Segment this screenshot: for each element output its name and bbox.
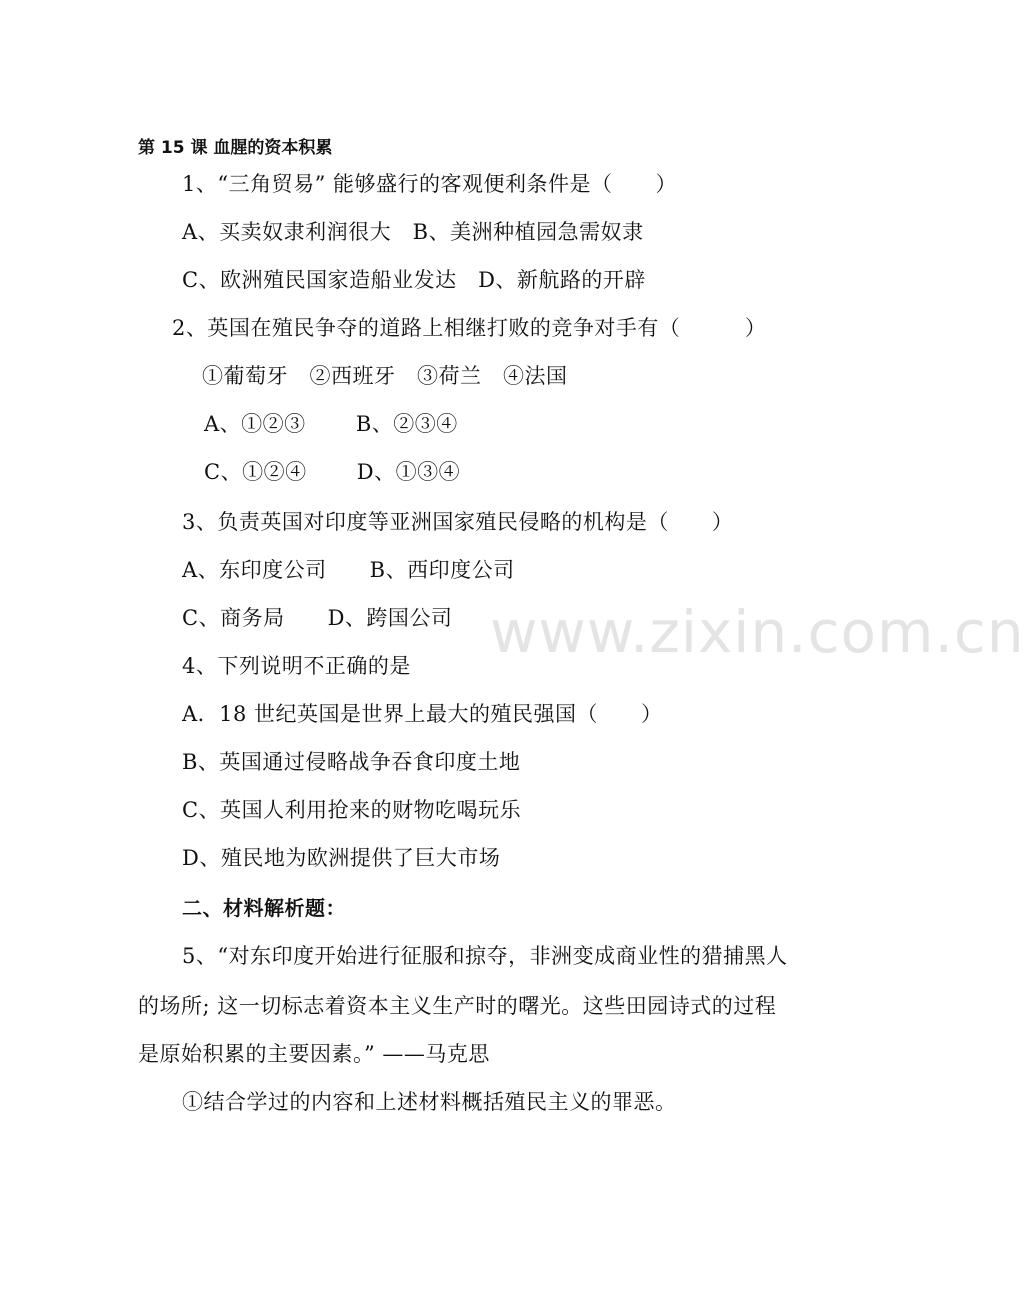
question-5-line-2: 的场所; 这一切标志着资本主义生产时的曙光。这些田园诗式的过程 [138,994,777,1018]
lesson-title: 第 15 课 血腥的资本积累 [138,138,333,158]
question-3-stem: 3、负责英国对印度等亚洲国家殖民侵略的机构是（ ） [182,510,734,534]
question-4-option-c: C、英国人利用抢来的财物吃喝玩乐 [182,798,522,822]
question-4-option-d: D、殖民地为欧洲提供了巨大市场 [182,846,501,870]
question-4-option-a: A．18 世纪英国是世界上最大的殖民强国（ ） [182,702,663,726]
section-2-heading: 二、材料解析题： [182,896,346,920]
question-1-options-ab: A、买卖奴隶利润很大 B、美洲种植园急需奴隶 [182,220,644,244]
question-1-options-cd: C、欧洲殖民国家造船业发达 D、新航路的开辟 [182,268,646,292]
question-1-stem: 1、“三角贸易” 能够盛行的客观便利条件是（ ） [182,172,678,196]
question-4-option-b: B、英国通过侵略战争吞食印度土地 [182,750,521,774]
question-2-options-cd: C、①②④ D、①③④ [204,460,461,484]
question-3-options-ab: A、东印度公司 B、西印度公司 [182,558,515,582]
question-5-sub-1: ①结合学过的内容和上述材料概括殖民主义的罪恶。 [182,1090,677,1114]
question-2-choices: ①葡萄牙 ②西班牙 ③荷兰 ④法国 [202,364,568,388]
question-2-options-ab: A、①②③ B、②③④ [204,412,458,436]
question-3-options-cd: C、商务局 D、跨国公司 [182,606,453,630]
question-4-stem: 4、下列说明不正确的是 [182,654,411,678]
question-5-line-3: 是原始积累的主要因素。” ——马克思 [138,1042,490,1066]
question-5-line-1: 5、“对东印度开始进行征服和掠夺，非洲变成商业性的猎捕黑人 [182,944,788,968]
site-watermark: www.zixin.com.cn [490,598,1025,666]
question-2-stem: 2、英国在殖民争夺的道路上相继打败的竞争对手有（ ） [172,316,767,340]
